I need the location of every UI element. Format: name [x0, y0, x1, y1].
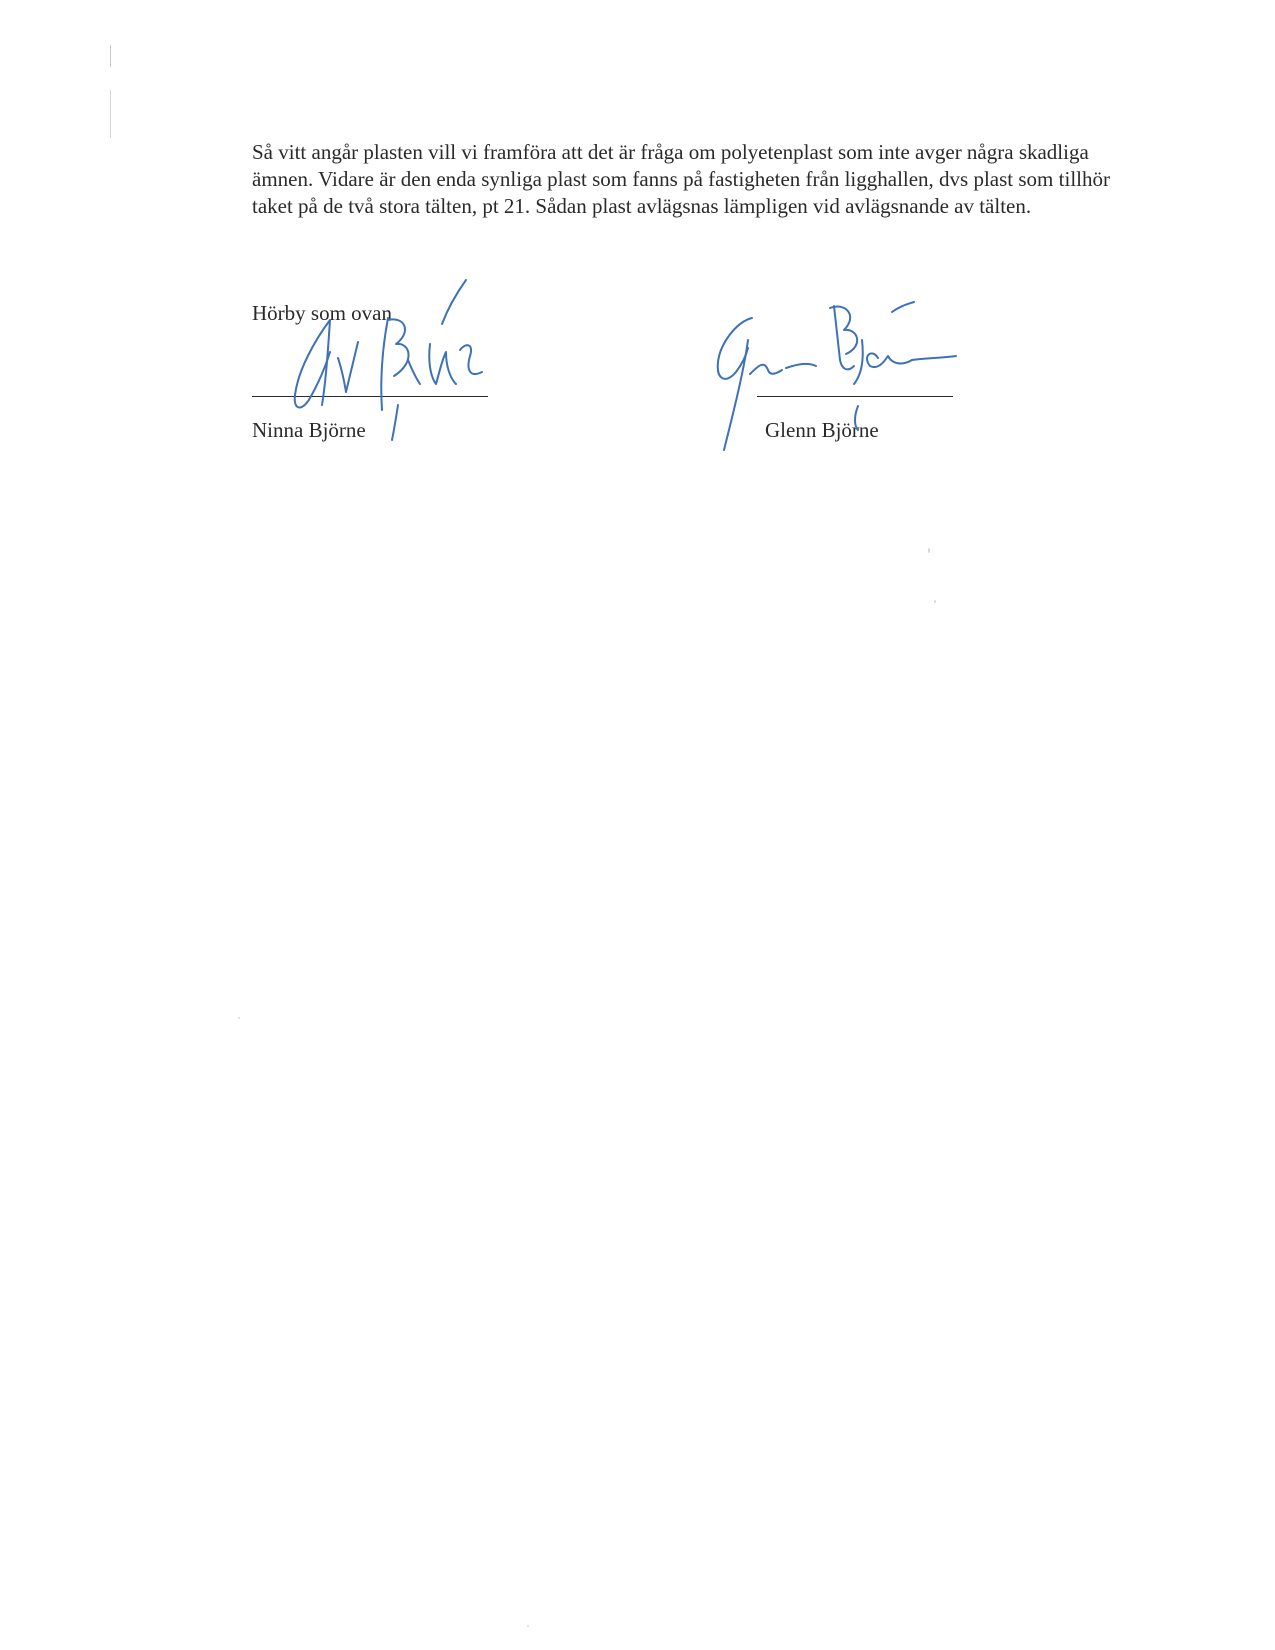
- scan-speck: [934, 600, 936, 603]
- signature-glenn: [712, 300, 972, 460]
- scan-speck: [527, 1625, 529, 1627]
- scan-edge-mark: [110, 45, 111, 67]
- scan-edge-mark: [110, 90, 111, 138]
- closing-line: Hörby som ovan: [252, 301, 392, 325]
- body-paragraph: Så vitt angår plasten vill vi framföra att det är fråga om polyetenplast som inte avger några skadliga ämnen. Vidare är den enda synliga plast som fanns på fastigheten från ligghallen, dvs plast som tillhör taket på de två stora tälten, pt 21. Sådan plast avlägsnas lämpligen vid avlägsnande av tälten.: [252, 140, 1110, 218]
- signer-name-ninna: Ninna Björne: [252, 418, 366, 442]
- scan-speck: [928, 548, 930, 553]
- scan-speck: [238, 1017, 240, 1019]
- signature-ninna: [270, 280, 500, 450]
- signer-name-glenn: Glenn Björne: [765, 418, 879, 442]
